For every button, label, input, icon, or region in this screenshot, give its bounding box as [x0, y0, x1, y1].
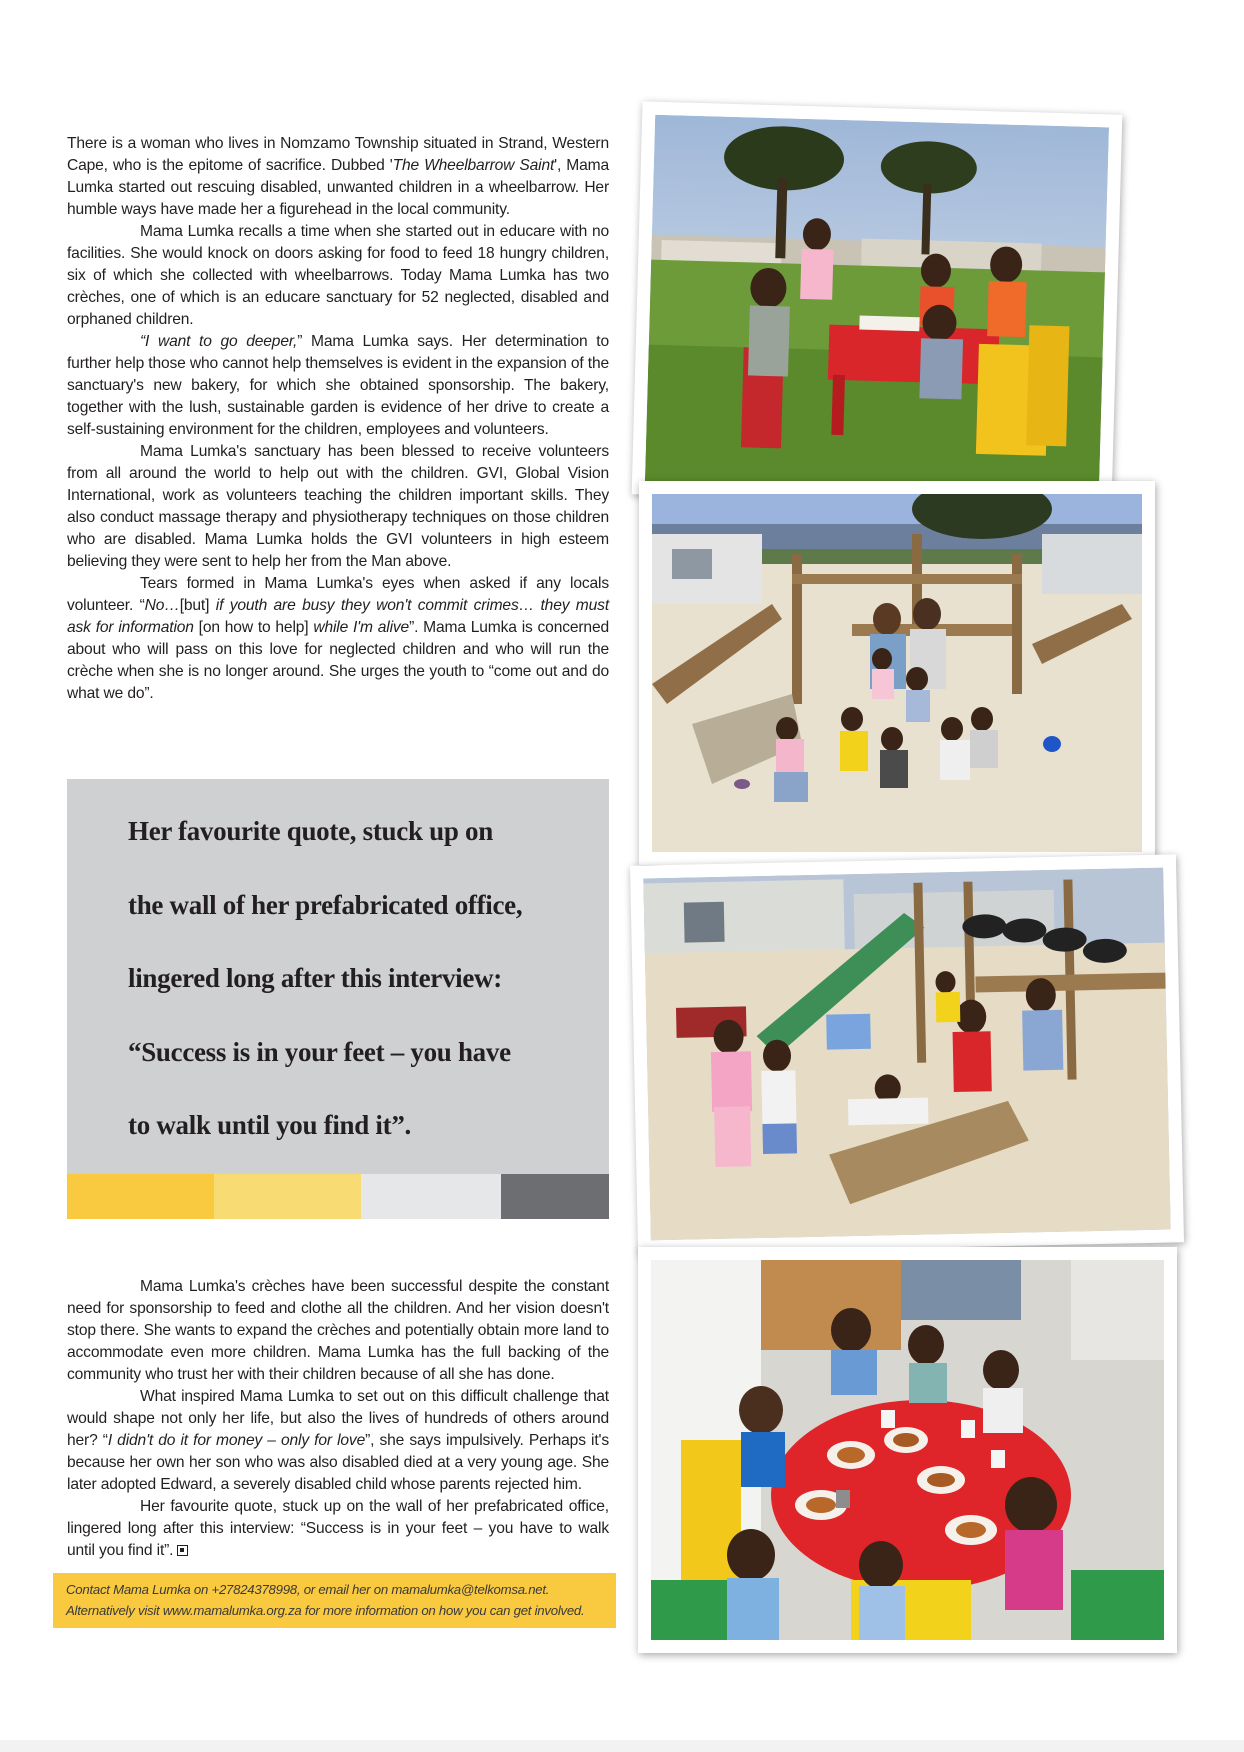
article-text-top: [67, 133, 609, 705]
paragraph-8: Her favourite quote, stuck up on the wall of her prefabricated office, lingered long after this interview: “Success is in your feet – you have to walk until you find it”.: [67, 1498, 609, 1559]
photo-children-jungle-gym: [630, 854, 1184, 1253]
paragraph-7: What inspired Mama Lumka to set out on this difficult challenge that would shape not only her life, but also the lives of hundreds of others around her? “I didn't do it for money – only for love”, she says impulsively. Perhaps it's because her own her son who was also disabled died at a very young age. She later adopted Edward, a severely disabled child whose parents rejected him.: [67, 1388, 609, 1493]
paragraph-3: “I want to go deeper,” Mama Lumka says. Her determination to further help those who cannot help themselves is evident in the expansion of the sanctuary's new bakery, for which she obtained sponsorship. The bakery, together with the lush, sustainable garden is evidence of her drive to create a self-sustaining environment for the children, employees and volunteers.: [67, 333, 609, 438]
color-bar: [501, 1174, 609, 1219]
color-bars: [67, 1174, 609, 1219]
pull-quote-line: Her favourite quote, stuck up on: [128, 816, 493, 846]
paragraph-1: There is a woman who lives in Nomzamo Township situated in Strand, Western Cape, who is the epitome of sacrifice. Dubbed 'The Wheelbarrow Saint', Mama Lumka started out rescuing disabled, unwanted children in a wheelbarrow. Her humble ways have made her a figurehead in the local community.: [67, 135, 609, 218]
pull-quote-box: [67, 779, 609, 1174]
article-text-bottom: [67, 1276, 609, 1562]
photo-children-outdoor-table: [632, 101, 1123, 507]
pull-quote-line: the wall of her prefabricated office,: [128, 889, 523, 920]
pull-quote-line: “Success is in your feet – you have: [128, 1036, 511, 1067]
photo-children-jungle-gym-image: [643, 868, 1170, 1241]
photo-children-eating-meal: [638, 1247, 1177, 1653]
pull-quote-line: lingered long after this interview:: [128, 963, 502, 993]
contact-box: [53, 1573, 616, 1628]
paragraph-4: Mama Lumka's sanctuary has been blessed to receive volunteers from all around the world to help out with the children. GVI, Global Vision International, work as volunteers teaching the children important skills. They also conduct massage therapy and physiotherapy techniques on those children who are disabled. Mama Lumka holds the GVI volunteers in high esteem believing they were sent to help her from the Man above.: [67, 443, 609, 570]
pull-quote-line: to walk until you find it”.: [128, 1110, 411, 1140]
paragraph-2: Mama Lumka recalls a time when she started out in educare with no facilities. She would knock on doors asking for food to feed 18 hungry children, six of which she collected with wheelbarrows. Today Mama Lumka has two crèches, one of which is an educare sanctuary for 52 neglected, disabled and orphaned children.: [67, 223, 609, 328]
pull-quote: [128, 795, 578, 1163]
paragraph-6: Mama Lumka's crèches have been successful despite the constant need for sponsorship to feed and clothe all the children. And her vision doesn't stop there. She wants to expand the crèches and potentially obtain more land to accommodate even more children. Mama Lumka has the full backing of the community who trust her with their children because of all she has done.: [67, 1278, 609, 1383]
photo-volunteers-playground: [639, 481, 1155, 865]
photo-children-eating-meal-image: [651, 1260, 1164, 1640]
contact-line: Contact Mama Lumka on +27824378998, or email her on mamalumka@telkomsa.net.: [66, 1582, 550, 1597]
color-bar: [214, 1174, 361, 1219]
color-bar: [67, 1174, 214, 1219]
contact-line: Alternatively visit www.mamalumka.org.za for more information on how you can get involved.: [66, 1603, 585, 1618]
photo-volunteers-playground-image: [652, 494, 1142, 852]
paragraph-5: Tears formed in Mama Lumka's eyes when asked if any locals volunteer. “No…[but] if youth are busy they won't commit crimes… they must ask for information [on how to help] while I'm alive”. Mama Lumka is concerned about who will pass on this love for neglected children and who will run the crèche when she is no longer around. She urges the youth to “come out and do what we do”.: [67, 575, 609, 702]
photo-children-outdoor-table-image: [645, 115, 1109, 495]
end-mark-icon: [177, 1545, 188, 1556]
color-bar: [361, 1174, 501, 1219]
page-bottom-strip: [0, 1740, 1244, 1752]
